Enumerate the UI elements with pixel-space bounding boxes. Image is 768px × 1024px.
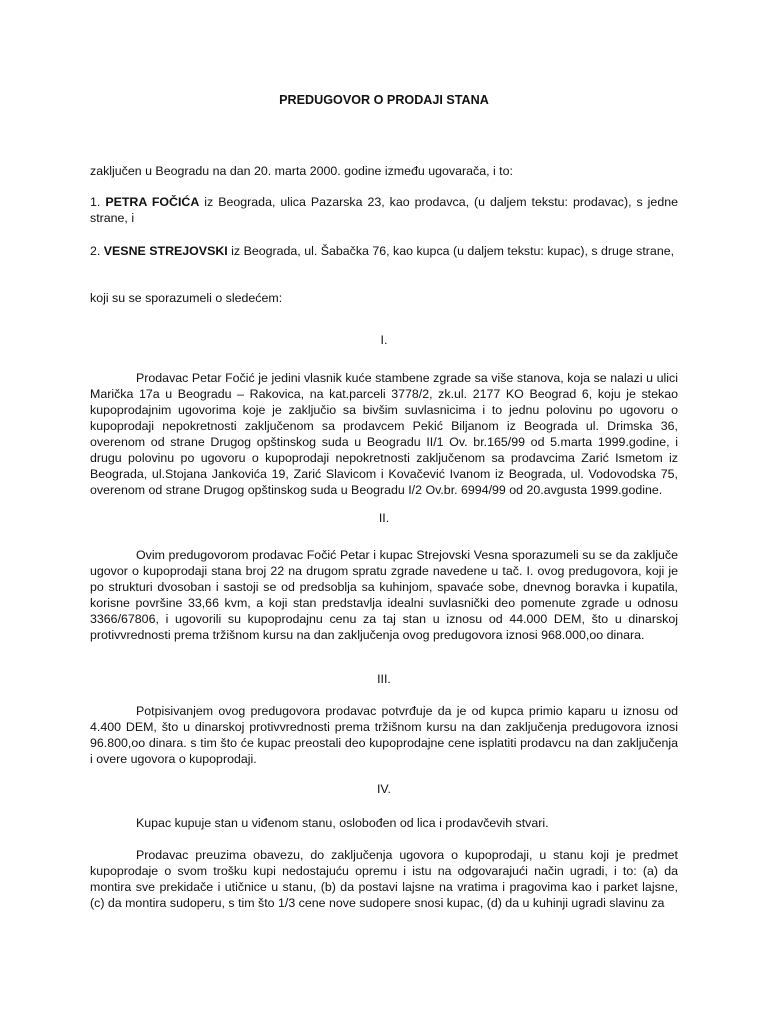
party-1-details: iz Beograda, ulica Pazarska 23, kao prodavca, (u daljem tekstu: prodavac), s jedne strane, i <box>90 195 678 225</box>
agreement-line: koji su se sporazumeli o sledećem: <box>90 291 283 305</box>
intro-line: zaključen u Beogradu na dan 20. marta 2000. godine između ugovarača, i to: <box>90 164 513 178</box>
document-title: PREDUGOVOR O PRODAJI STANA <box>279 93 489 107</box>
party-1-name: PETRA FOČIĆA <box>105 195 200 209</box>
section-2-paragraph: Ovim predugovorom prodavac Fočić Petar i kupac Strejovski Vesna sporazumeli su se da zaključe ugovor o kupoprodaji stana broj 22 na drugom spratu zgrade navedene u tač. I. ovog predugovora, koji je po strukturi dvosoban i sastoji se od predsoblja sa kuhinjom, spavaće sobe, dnevnog boravka i kupatila, korisne površine 33,66 kvm, a koji stan predstavlja idealni suvlasnički deo pomenute zgrade u odnosu 3366/67806, i ugovorili su kupoprodajnu cenu za taj stan u iznosu od 44.000 DEM, što u dinarskoj protivvrednosti prema tržišnom kursu na dan zaključenja ovog predugovora iznosi 968.000,oo dinara. <box>90 548 678 642</box>
party-1 <box>90 194 678 226</box>
party-2-details: iz Beograda, ul. Šabačka 76, kao kupca (u daljem tekstu: kupac), s druge strane, <box>227 244 675 258</box>
party-2-number: 2. <box>90 244 104 258</box>
section-heading-4: IV. <box>376 782 391 796</box>
section-heading-2: II. <box>378 511 390 525</box>
section-heading-3: III. <box>377 672 391 686</box>
party-1-number: 1. <box>90 195 106 209</box>
party-2 <box>90 243 678 259</box>
section-4-paragraph-1: Kupac kupuje stan u viđenom stanu, oslobođen od lica i prodavčevih stvari. <box>136 816 549 830</box>
section-heading-1: I. <box>380 333 388 347</box>
section-4-paragraph-2: Prodavac preuzima obavezu, do zaključenja ugovora o kupoprodaji, u stanu koji je predmet kupoprodaje o svom trošku kupi nedostajuću opremu i istu na odgovarajući način ugradi, i to: (a) da montira sve prekidače i utičnice u stanu, (b) da postavi lajsne na vratima i pragovima kao i parket lajsne, (c) da montira sudoperu, s tim što 1/3 cene nove sudopere snosi kupac, (d) da u kuhinji ugradi slavinu za <box>90 848 678 910</box>
section-1-paragraph: Prodavac Petar Fočić je jedini vlasnik kuće stambene zgrade sa više stanova, koja se nalazi u ulici Marička 17a u Beogradu – Rakovica, na kat.parceli 3778/2, zk.ul. 2177 KO Beograd 6, koju je stekao kupoprodajnim ugovorima koje je zaključio sa bivšim suvlasnicima i to jednu polovinu po ugovoru o kupoprodaji nepokretnosti zaključenom sa prodavcem Pekić Biljanom iz Beograda ul. Drimska 36, overenom od strane Drugog opštinskog suda u Beogradu II/1 Ov. br.165/99 od 5.marta 1999.godine, i drugu polovinu po ugovoru o kupoprodaji nepokretnosti zaključenom sa prodavcima Zarić Ismetom iz Beograda, ul.Stojana Jankovića 19, Zarić Slavicom i Kovačević Ivanom iz Beograda, ul. Vodovodska 75, overenom od strane Drugog opštinskog suda u Beogradu I/2 Ov.br. 6994/99 od 20.avgusta 1999.godine. <box>90 371 678 497</box>
section-3-paragraph: Potpisivanjem ovog predugovora prodavac potvrđuje da je od kupca primio kaparu u iznosu od 4.400 DEM, što u dinarskoj protivvrednosti prema tržišnom kursu na dan zaključenja predugovora iznosi 96.800,oo dinara. s tim što će kupac preostali deo kupoprodajne cene isplatiti prodavcu na dan zaključenja i overe ugovora o kupoprodaji. <box>90 704 678 766</box>
party-2-name: VESNE STREJOVSKI <box>103 244 228 258</box>
